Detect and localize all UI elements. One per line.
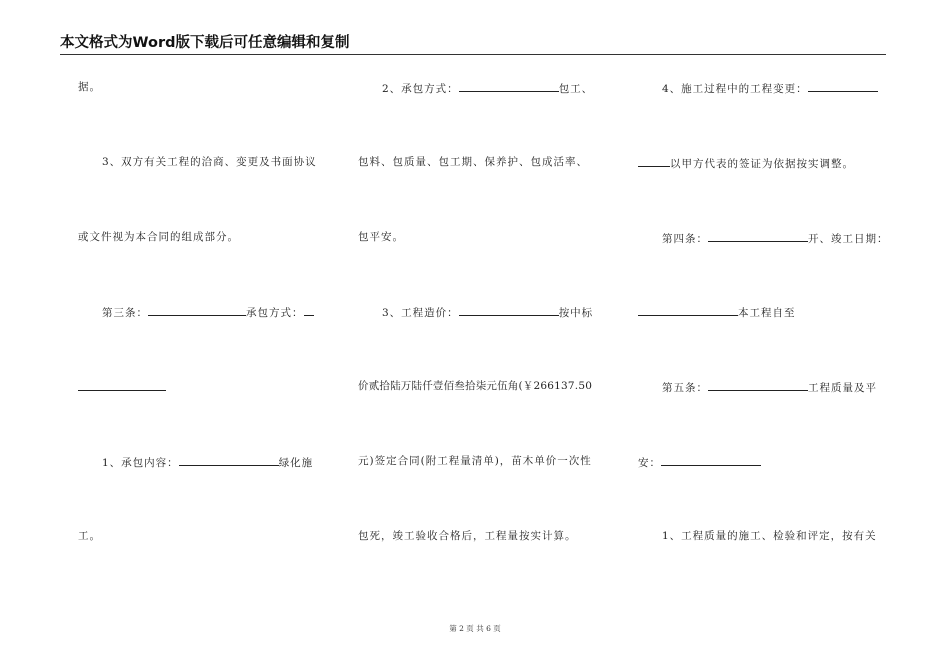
header-title: 本文格式为Word版下载后可任意编辑和复制 — [60, 35, 350, 51]
line-text: 3、工程造价： — [382, 307, 459, 319]
line-text: 价贰拾陆万陆仟壹佰叁拾柒元伍角(￥266137.50 — [358, 380, 593, 392]
line-text: 4、施工过程中的工程变更： — [662, 83, 808, 95]
blank-underline — [78, 379, 166, 391]
blank-underline — [638, 155, 670, 167]
line-text: 包平安。 — [358, 231, 404, 243]
text-column-2 — [358, 0, 608, 672]
blank-underline — [808, 80, 878, 92]
line-text: 元)签定合同(附工程量清单)，苗木单价一次性 — [358, 455, 592, 467]
text-line — [78, 155, 317, 169]
text-line — [638, 379, 877, 395]
text-line — [358, 230, 404, 244]
text-line — [78, 230, 239, 244]
blank-underline — [304, 304, 314, 316]
line-text: 承包方式： — [246, 307, 304, 319]
text-line — [638, 454, 761, 470]
blank-underline — [661, 454, 761, 466]
line-text: 包死，竣工验收合格后，工程量按实计算。 — [358, 530, 577, 542]
blank-underline — [179, 454, 279, 466]
text-line — [78, 304, 314, 320]
line-text: 安： — [638, 457, 661, 469]
text-line — [638, 230, 889, 246]
line-text: 2、承包方式： — [382, 83, 459, 95]
text-line — [78, 454, 313, 470]
text-line — [358, 454, 592, 468]
text-column-3 — [638, 0, 888, 672]
line-text: 绿化施 — [278, 457, 314, 469]
line-text: 开、竣工日期： — [808, 233, 889, 245]
blank-underline — [708, 379, 808, 391]
line-text: 第三条： — [102, 307, 148, 319]
line-text: 或文件视为本合同的组成部分。 — [78, 231, 239, 243]
line-text: 以甲方代表的签证为依据按实调整。 — [670, 158, 854, 170]
page-number-footer: 第 2 页 共 6 页 — [449, 624, 501, 633]
blank-underline — [708, 230, 808, 242]
text-line — [638, 304, 796, 320]
line-text: 3、双方有关工程的洽商、变更及书面协议 — [102, 156, 317, 168]
text-line — [358, 379, 592, 393]
blank-underline — [638, 304, 738, 316]
line-text: 1、工程质量的施工、检验和评定，按有关 — [662, 530, 877, 542]
text-line — [78, 80, 101, 94]
line-text: 包料、包质量、包工期、保养护、包成活率、 — [358, 156, 588, 168]
text-line — [638, 155, 854, 171]
text-line — [78, 379, 166, 395]
line-text: 第四条： — [662, 233, 708, 245]
text-line — [358, 80, 593, 96]
blank-underline — [459, 304, 559, 316]
text-line — [78, 529, 101, 543]
line-text: 1、承包内容： — [102, 457, 179, 469]
text-line — [638, 529, 877, 543]
blank-underline — [459, 80, 559, 92]
line-text: 本工程自至 — [738, 307, 796, 319]
line-text: 第五条： — [662, 382, 708, 394]
line-text: 工程质量及平 — [808, 382, 877, 394]
text-line — [358, 304, 593, 320]
text-column-1 — [78, 0, 324, 672]
blank-underline — [148, 304, 246, 316]
text-line — [358, 155, 588, 169]
line-text: 包工、 — [558, 83, 594, 95]
line-text: 据。 — [78, 81, 101, 93]
text-line — [638, 80, 878, 96]
line-text: 按中标 — [558, 307, 594, 319]
text-line — [358, 529, 577, 543]
line-text: 工。 — [78, 530, 101, 542]
